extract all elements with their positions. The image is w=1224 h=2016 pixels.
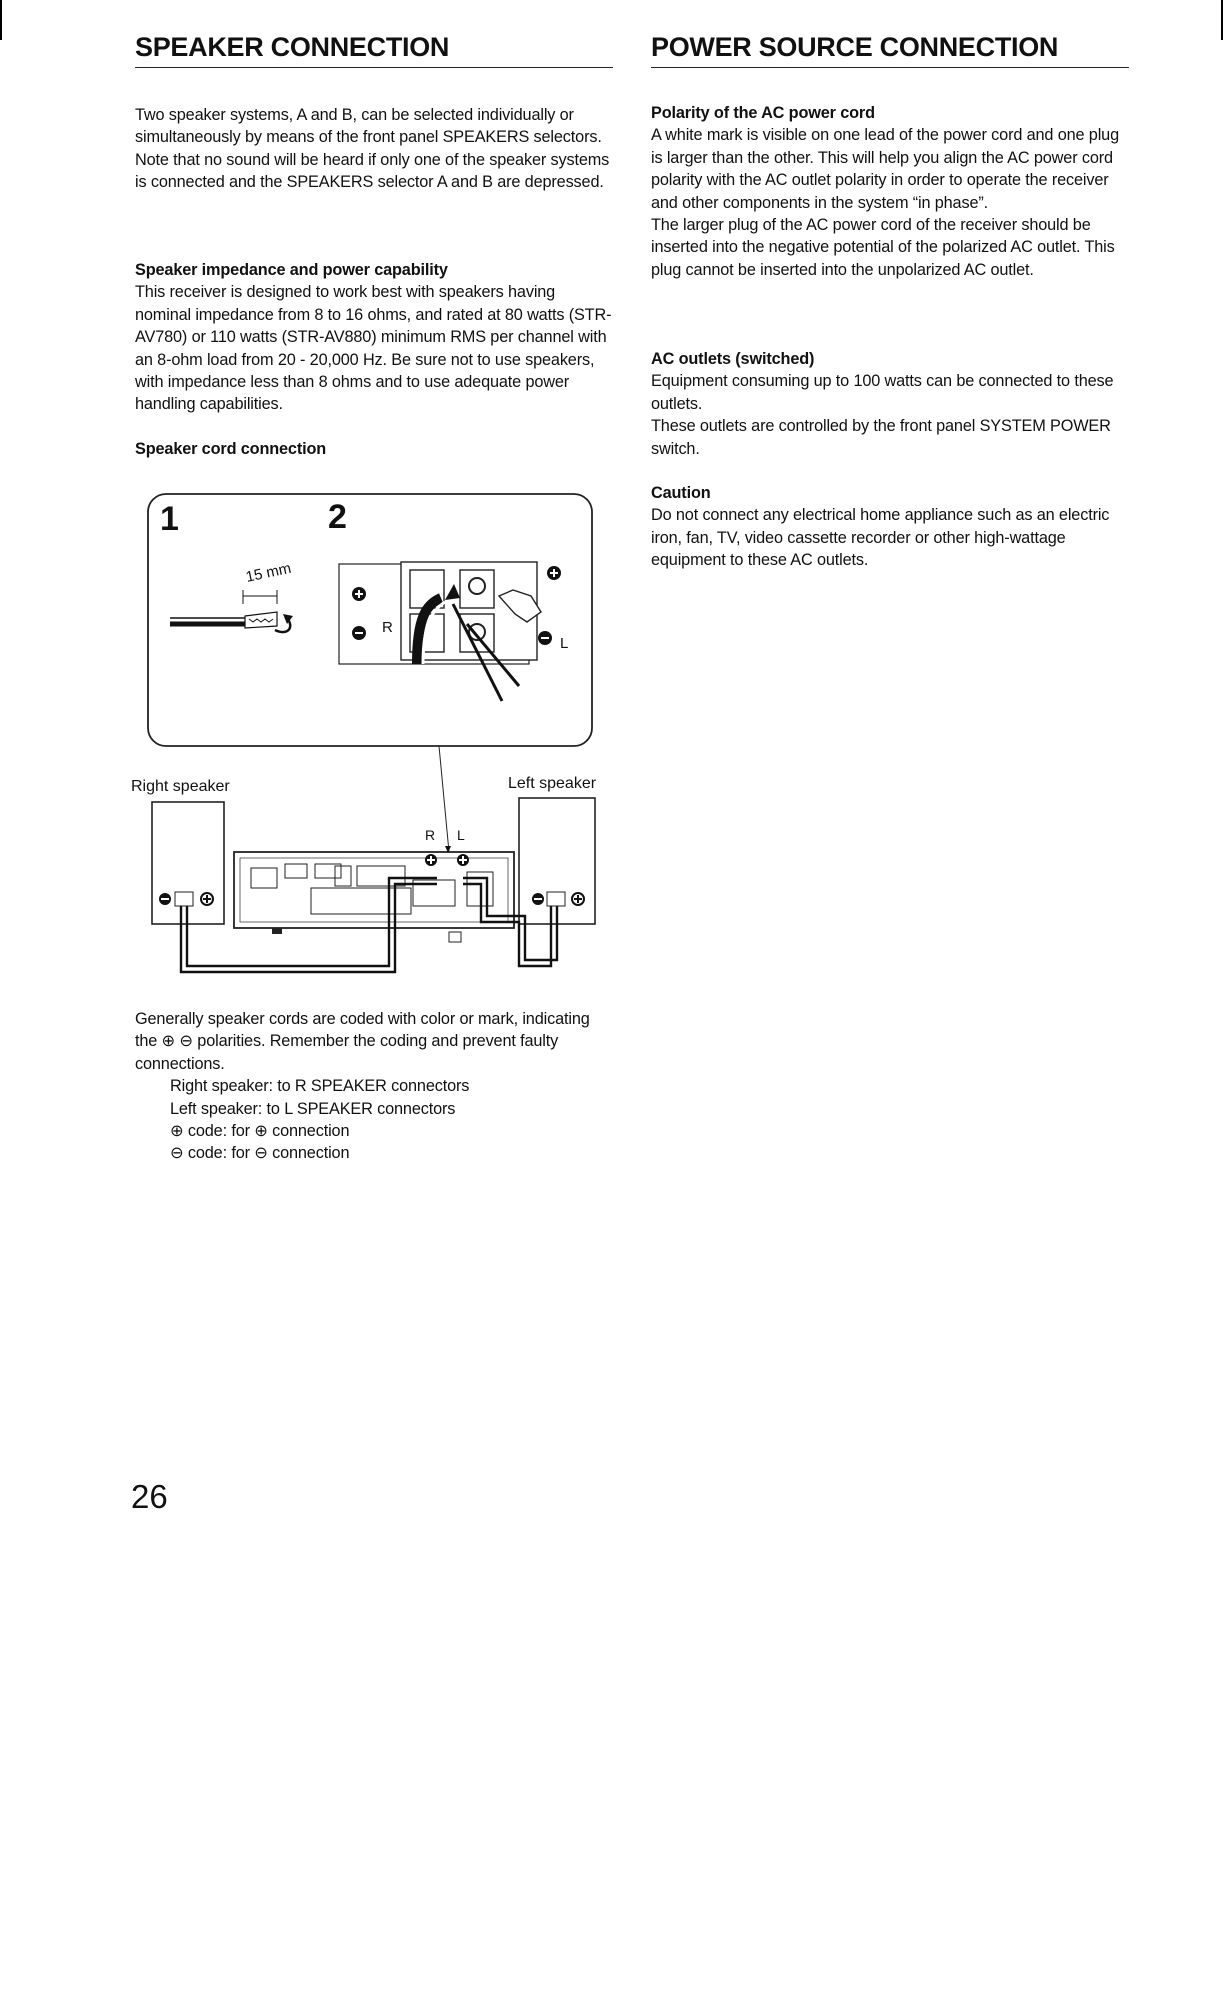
cord-heading: Speaker cord connection [135, 440, 327, 458]
intro-paragraph: Two speaker systems, A and B, can be selected individually or simultaneously by means of the front panel SPEAKERS selectors. [135, 106, 602, 147]
coding-item: ⊖ code: for ⊖ connection [170, 1144, 350, 1163]
strip-length-label: 15 mm [244, 559, 293, 586]
section-title: SPEAKER CONNECTION [135, 32, 450, 62]
section-title: POWER SOURCE CONNECTION [651, 32, 1059, 62]
terminal-panel [339, 562, 541, 701]
minus-terminal-icon [352, 626, 366, 640]
plus-terminal-icon [425, 854, 437, 866]
step-2-label: 2 [328, 498, 347, 536]
coding-item: Left speaker: to L SPEAKER connectors [170, 1099, 456, 1118]
minus-terminal-icon [159, 893, 171, 905]
intro-text [135, 104, 613, 194]
speaker-connection-diagram [127, 486, 607, 976]
page-number: 26 [131, 1478, 168, 1515]
callout-line [439, 746, 449, 852]
outlets-paragraph: Equipment consuming up to 100 watts can be connected to these outlets. [651, 372, 1114, 413]
rear-r-label: R [425, 827, 436, 843]
polarity-paragraph: The larger plug of the AC power cord of the receiver should be inserted into the negative potential of the polarized AC outlet. This plug cannot be inserted into the unpolarized AC outlet. [651, 216, 1115, 279]
step-1-label: 1 [160, 500, 179, 538]
terminal-r-label: R [382, 619, 393, 636]
receiver-rear-panel [234, 852, 514, 942]
coding-paragraph: Generally speaker cords are coded with color or mark, indicating the ⊕ ⊖ polarities. Remember the coding and prevent faulty connections. [135, 1010, 590, 1073]
plus-terminal-icon [457, 854, 469, 866]
outlets-heading: AC outlets (switched) [651, 350, 815, 368]
title-rule [651, 67, 1129, 68]
plus-terminal-icon [547, 566, 561, 580]
coding-item: Right speaker: to R SPEAKER connectors [170, 1077, 470, 1096]
coding-block [135, 1008, 613, 1165]
right-speaker-box [152, 802, 224, 924]
outlets-paragraph: These outlets are controlled by the front panel SYSTEM POWER switch. [651, 417, 1111, 458]
left-speaker-label: Left speaker [508, 775, 597, 792]
plus-terminal-icon [352, 587, 366, 601]
page-edge-left [0, 0, 2, 40]
outlets-block [651, 348, 1129, 460]
minus-terminal-icon [538, 631, 552, 645]
page-edge-right [1221, 0, 1223, 40]
coding-item: ⊕ code: for ⊕ connection [170, 1122, 350, 1141]
intro-note: Note that no sound will be heard if only one of the speaker systems is connected and the SPEAKERS selector A and B are depressed. [135, 150, 610, 192]
caution-heading: Caution [651, 484, 711, 502]
caution-block [651, 482, 1129, 572]
cord-block [135, 438, 613, 460]
right-speaker-label: Right speaker [131, 778, 230, 795]
polarity-heading: Polarity of the AC power cord [651, 104, 875, 122]
impedance-block [135, 259, 613, 416]
polarity-block [651, 102, 1129, 281]
left-speaker-box [519, 798, 595, 924]
caution-body: Do not connect any electrical home appliance such as an electric iron, fan, TV, video cassette recorder or other high-wattage equipment to these AC outlets. [651, 506, 1110, 570]
rear-l-label: L [457, 827, 465, 843]
title-rule [135, 67, 613, 68]
terminal-l-label: L [560, 635, 569, 652]
minus-terminal-icon [532, 893, 544, 905]
stripped-wire-icon [170, 590, 293, 632]
impedance-body: This receiver is designed to work best with speakers having nominal impedance from 8 to 16 ohms, and rated at 80 watts (STR-AV780) or 110 watts (STR-AV880) minimum RMS per channel with an 8-ohm load from 20 - 20,000 Hz. Be sure not to use speakers, with impedance less than 8 ohms and to use adequate power handling capabilities. [135, 283, 612, 414]
impedance-heading: Speaker impedance and power capability [135, 261, 448, 279]
polarity-paragraph: A white mark is visible on one lead of the power cord and one plug is larger than the other. This will help you align the AC power cord polarity with the AC outlet polarity in order to operate the receiver and other components in the system “in phase”. [651, 126, 1119, 212]
